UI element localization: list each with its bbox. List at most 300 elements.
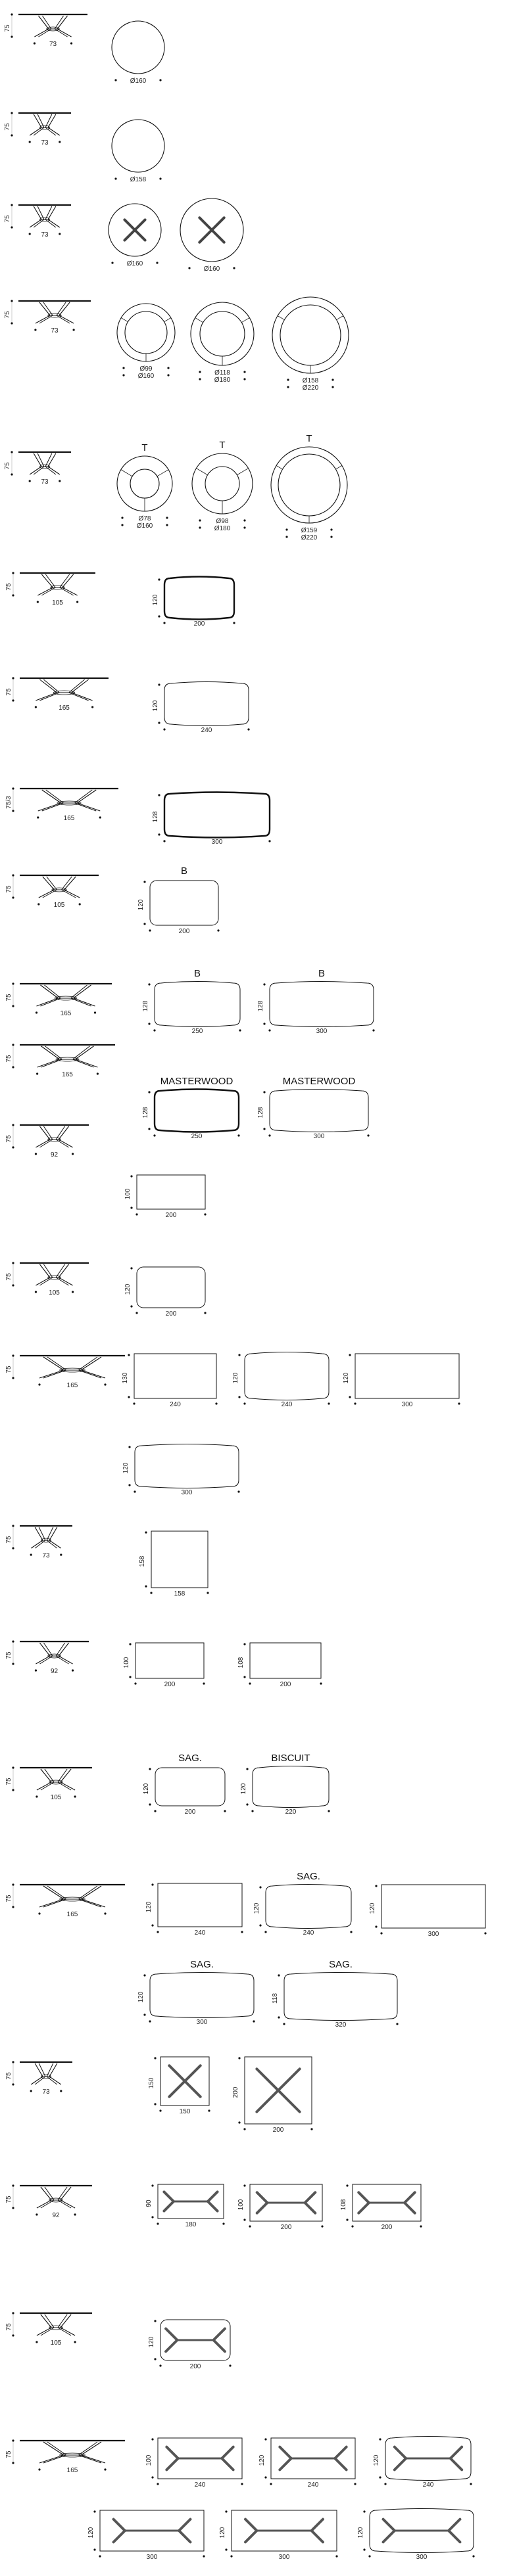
rectangular-tabletop: [123, 1643, 205, 1688]
dimension-arrow: [143, 2013, 145, 2015]
table-leg: [37, 574, 77, 595]
dimension-arrow: [38, 1912, 40, 1914]
elevation-base-width-label: 73: [42, 2088, 50, 2096]
dimension-arrow: [328, 1810, 330, 1812]
dimension-arrow: [12, 1525, 14, 1527]
dimension-arrow: [375, 1925, 377, 1927]
diameter-label: Ø160: [203, 265, 220, 273]
rectangular-tabletop: [272, 1959, 399, 2029]
dimension-arrow: [458, 1402, 460, 1404]
dimension-arrow: [367, 1134, 369, 1136]
tabletop-width-label: 250: [191, 1133, 203, 1140]
dimension-arrow: [149, 1768, 151, 1770]
dimension-arrow: [151, 2216, 153, 2218]
dimension-arrow: [285, 536, 287, 538]
ring-segment-seam: [157, 470, 168, 476]
dimension-arrow: [263, 983, 265, 985]
tabletop-depth-label: 200: [232, 2086, 239, 2098]
tabletop-depth-label: 128: [257, 1107, 264, 1118]
dimension-arrow: [11, 300, 12, 302]
tabletop-depth-label: 130: [122, 1372, 129, 1384]
table-leg: [41, 1046, 94, 1067]
elevation-height-label: 75: [5, 583, 12, 591]
dimension-arrow: [159, 2364, 161, 2366]
table-leg: [37, 2187, 75, 2208]
dimension-arrow: [145, 1585, 147, 1587]
table-elevation: [5, 2061, 72, 2096]
dimension-arrow: [375, 1885, 377, 1887]
dimension-arrow: [268, 840, 270, 842]
dimension-arrow: [12, 1640, 14, 1642]
dimension-arrow: [73, 329, 75, 331]
base-arm: [245, 2519, 257, 2531]
rectangular-tabletop: [122, 1444, 240, 1497]
dimension-arrow: [380, 1932, 382, 1934]
tabletop-width-label: 200: [280, 2224, 292, 2231]
dimension-arrow: [11, 226, 12, 228]
elevation-height-label: 75: [5, 1055, 12, 1063]
dimension-arrow: [354, 2483, 356, 2485]
dimension-arrow: [166, 524, 168, 526]
dimension-arrow: [199, 378, 201, 380]
dimension-arrow: [145, 1531, 147, 1533]
elevation-height-label: 75: [5, 1366, 12, 1373]
rectangular-tabletop: [240, 1753, 330, 1816]
dimension-arrow: [104, 1383, 106, 1385]
elevation-base-width-label: 73: [41, 139, 49, 147]
dimension-arrow: [420, 2225, 422, 2227]
tabletop-depth-label: 120: [258, 2454, 266, 2466]
tabletop-width-label: 200: [164, 1681, 176, 1688]
base-arm: [405, 2203, 415, 2213]
dimension-arrow: [129, 1643, 131, 1645]
rectangular-tabletop: [257, 1076, 370, 1140]
dimension-arrow: [11, 204, 12, 206]
tabletop-width-label: 300: [196, 2019, 208, 2026]
dimension-arrow: [470, 2483, 472, 2485]
dimension-arrow: [128, 1354, 130, 1356]
tabletop-outline: [155, 982, 240, 1027]
dimension-arrow: [36, 1795, 37, 1797]
tabletop-width-label: 240: [170, 1401, 181, 1408]
dimension-arrow: [37, 816, 39, 818]
rectangular-tabletop: [343, 1354, 460, 1408]
table-leg: [41, 2187, 71, 2208]
tabletop-width-label: 300: [146, 2554, 158, 2561]
dimension-arrow: [368, 2555, 370, 2557]
tabletop-type-label: MASTERWOOD: [160, 1076, 233, 1087]
rectangular-tabletop: [137, 865, 220, 935]
table-leg: [41, 985, 91, 1006]
elevation-base-width-label: 92: [50, 1668, 59, 1675]
dimension-arrow: [59, 141, 61, 143]
dimension-arrow: [264, 2476, 266, 2478]
dimension-arrow: [143, 1974, 145, 1976]
dimension-arrow: [363, 2510, 365, 2512]
base-arm: [335, 2458, 346, 2470]
dimension-arrow: [225, 2548, 227, 2550]
dimension-arrow: [158, 578, 160, 580]
rectangular-tabletop: [148, 2320, 232, 2370]
dimension-arrow: [151, 1924, 153, 1926]
rectangular-tabletop: [122, 1354, 218, 1408]
base-arm: [383, 2519, 395, 2531]
dimension-arrow: [93, 2548, 95, 2550]
dimension-arrow: [74, 2341, 76, 2343]
tabletop-depth-label: 120: [87, 2527, 95, 2539]
dimension-arrow: [79, 903, 81, 905]
elevation-base-width-label: 92: [50, 1151, 59, 1159]
tabletop-depth-label: 100: [124, 1188, 132, 1200]
dimension-arrow: [12, 982, 14, 984]
diameter-label: Ø78: [138, 515, 151, 522]
dimension-arrow: [270, 2483, 272, 2485]
table-elevation: [4, 451, 71, 486]
diameter-label: Ø159: [301, 527, 318, 534]
table-leg: [39, 679, 88, 701]
base-arm: [199, 230, 212, 242]
dimension-arrow: [328, 1402, 330, 1404]
table-leg: [36, 302, 74, 323]
elevation-height-label: 75: [5, 1895, 12, 1902]
base-arm: [449, 2531, 460, 2542]
dimension-arrow: [135, 1312, 137, 1314]
inner-ring: [205, 467, 239, 501]
diameter-label: Ø118: [214, 369, 230, 377]
tabletop-width-label: 200: [178, 928, 190, 935]
dimension-arrow: [122, 374, 124, 376]
dimension-arrow: [263, 1091, 265, 1093]
tabletop-type-label: T: [141, 442, 148, 453]
table-leg: [39, 1357, 105, 1378]
tabletop-depth-label: 108: [237, 1657, 245, 1668]
table-leg: [37, 2314, 75, 2335]
dimension-arrow: [153, 1134, 155, 1136]
table-elevation: [5, 677, 109, 712]
dimension-arrow: [130, 1267, 132, 1269]
tabletop-type-label: SAG.: [329, 1959, 353, 1970]
elevation-height-label: 75: [5, 2196, 12, 2203]
tabletop-width-label: 240: [194, 2481, 206, 2489]
elevation-base-width-label: 165: [63, 815, 75, 822]
dimension-arrow: [12, 2462, 14, 2464]
base-arm: [164, 2201, 174, 2211]
dimension-arrow: [97, 1072, 99, 1074]
inner-ring: [130, 469, 159, 498]
diameter-label: Ø158: [130, 176, 147, 183]
dimension-arrow: [134, 1682, 136, 1684]
round-tabletop: [112, 120, 164, 183]
tabletop-outline: [150, 1973, 254, 2018]
diameter-label: Ø180: [214, 525, 231, 532]
tabletop-type-label: SAG.: [297, 1871, 320, 1882]
dimension-arrow: [243, 526, 245, 528]
table-leg: [43, 2442, 101, 2463]
tabletop-depth-label: 120: [124, 1283, 132, 1295]
dimension-arrow: [12, 2184, 14, 2186]
base-arm: [135, 230, 145, 241]
dimension-arrow: [151, 2476, 153, 2478]
dimension-arrow: [60, 2090, 62, 2092]
dimension-arrow: [350, 1931, 352, 1933]
dimension-arrow: [151, 2184, 153, 2186]
tabletop-depth-label: 120: [232, 1372, 239, 1384]
rectangular-tabletop: [124, 1175, 207, 1219]
dimension-arrow: [163, 728, 165, 730]
tabletop-width-label: 200: [165, 1310, 177, 1318]
dimension-arrow: [36, 1011, 37, 1013]
table-leg: [30, 453, 60, 474]
dimension-arrow: [130, 1207, 132, 1208]
dimension-arrow: [29, 141, 31, 143]
tabletop-depth-label: 120: [373, 2454, 380, 2466]
elevation-height-label: 75: [5, 1536, 12, 1544]
dimension-arrow: [148, 1091, 150, 1093]
base-arm: [312, 2531, 323, 2542]
dimension-arrow: [35, 1291, 37, 1293]
elevation-height-label: 75: [4, 123, 11, 131]
dimension-arrow: [130, 1175, 132, 1177]
diameter-label: Ø98: [216, 518, 229, 525]
diameter-label: Ø160: [130, 78, 147, 85]
rectangular-tabletop: [143, 1753, 226, 1816]
dimension-arrow: [149, 929, 151, 931]
dimension-arrow: [351, 2225, 353, 2227]
tabletop-outline: [381, 1885, 485, 1928]
table-leg: [36, 1643, 72, 1664]
tabletop-outline: [135, 1444, 239, 1488]
base-arm: [451, 2447, 462, 2458]
tabletop-width-label: 240: [307, 2481, 319, 2489]
dimension-arrow: [70, 42, 72, 44]
dimension-arrow: [34, 42, 36, 44]
table-leg: [36, 1264, 72, 1285]
dimension-arrow: [243, 2184, 245, 2186]
dimension-arrow: [36, 2213, 37, 2215]
ring-segment-seam: [335, 465, 341, 469]
dimension-arrow: [484, 1932, 486, 1934]
diameter-label: Ø160: [136, 522, 153, 530]
tabletop-outline: [271, 447, 347, 523]
elevation-height-label: 75: [5, 2450, 12, 2458]
dimension-arrow: [12, 1005, 14, 1007]
dimension-arrow: [384, 2483, 386, 2485]
inner-ring: [278, 454, 340, 516]
dimension-arrow: [157, 1931, 159, 1933]
dimension-arrow: [158, 833, 160, 835]
dimension-arrow: [154, 2057, 156, 2059]
table-leg: [39, 1126, 68, 1147]
tabletop-depth-label: 120: [122, 1462, 130, 1474]
dimension-arrow: [243, 1676, 245, 1678]
dimension-arrow: [12, 2312, 14, 2314]
dimension-arrow: [208, 2109, 210, 2111]
inner-ring: [280, 305, 341, 365]
rectangular-tabletop: [152, 577, 235, 628]
rectangular-tabletop: [340, 2184, 422, 2231]
tabletop-width-label: 240: [201, 727, 212, 734]
tabletop-width-label: 300: [401, 1401, 413, 1408]
elevation-base-width-label: 165: [62, 1071, 73, 1078]
base-arm: [135, 219, 145, 230]
tabletop-depth-label: 120: [137, 899, 145, 911]
dimension-arrow: [104, 2468, 106, 2470]
base-arm: [383, 2531, 395, 2542]
tabletop-depth-label: 120: [145, 1901, 153, 1913]
table-leg: [42, 790, 97, 811]
tabletop-depth-label: 120: [152, 594, 159, 606]
dimension-arrow: [35, 706, 37, 708]
dimension-arrow: [331, 379, 333, 380]
table-elevation: [4, 13, 87, 48]
tabletop-width-label: 300: [316, 1028, 328, 1035]
rectangular-tabletop: [257, 968, 375, 1035]
dimension-arrow: [167, 367, 169, 369]
tabletop-width-label: 300: [428, 1931, 439, 1938]
elevation-height-label: 75: [5, 688, 12, 696]
round-tabletop: [191, 302, 254, 384]
round-tabletop: [112, 21, 164, 85]
dimension-arrow: [204, 1213, 206, 1215]
dimension-arrow: [12, 2334, 14, 2336]
tabletop-width-label: 180: [185, 2221, 197, 2228]
base-arm: [164, 2192, 174, 2201]
dimension-arrow: [94, 1011, 96, 1013]
dimension-arrow: [72, 1153, 74, 1155]
dimension-arrow: [12, 677, 14, 679]
dimension-arrow: [29, 233, 31, 235]
tabletop-width-label: 200: [189, 2363, 201, 2370]
dimension-arrow: [396, 2023, 398, 2025]
table-elevation: [5, 2312, 92, 2347]
dimension-arrow: [12, 874, 14, 876]
dimension-arrow: [12, 1547, 14, 1549]
tabletop-depth-label: 128: [142, 1000, 149, 1012]
elevation-height-label: 75: [5, 1135, 12, 1143]
rectangular-tabletop: [145, 2184, 225, 2228]
tabletop-depth-label: 100: [123, 1657, 130, 1668]
tabletop-type-label: T: [219, 440, 226, 451]
dimension-arrow: [38, 2468, 40, 2470]
elevation-base-width-label: 165: [59, 704, 70, 712]
dimension-arrow: [321, 2225, 323, 2227]
dimension-arrow: [238, 1396, 240, 1398]
tabletop-depth-label: 120: [253, 1902, 260, 1914]
base-arm: [179, 2519, 190, 2531]
elevation-height-label: 75: [5, 2323, 12, 2331]
table-leg: [36, 1126, 72, 1147]
dimension-arrow: [253, 2020, 255, 2022]
tabletop-depth-label: 120: [357, 2527, 364, 2539]
elevation-base-width-label: 73: [42, 1552, 50, 1559]
diameter-label: Ø220: [301, 534, 318, 541]
base-arm: [166, 2447, 178, 2458]
dimension-arrow: [222, 2222, 224, 2224]
elevation-height-label: 75/3: [5, 796, 12, 809]
dimension-arrow: [12, 1066, 14, 1068]
table-leg: [34, 453, 56, 474]
ring-segment-seam: [195, 318, 203, 323]
tabletop-type-label: T: [306, 433, 312, 444]
dimension-arrow: [217, 929, 219, 931]
dimension-arrow: [11, 473, 12, 475]
dimension-arrow: [330, 536, 332, 538]
tabletop-type-label: MASTERWOOD: [282, 1076, 356, 1087]
dimension-arrow: [207, 1592, 208, 1594]
base-arm: [114, 2519, 125, 2531]
dimension-arrow: [287, 386, 289, 388]
table-elevation: [5, 1883, 125, 1918]
table-elevation: [5, 787, 118, 822]
dimension-arrow: [37, 601, 39, 603]
dimension-arrow: [166, 517, 168, 518]
dimension-arrow: [233, 267, 235, 269]
dimension-arrow: [111, 262, 113, 264]
dimension-arrow: [246, 1803, 248, 1805]
dimension-arrow: [159, 177, 161, 179]
dimension-arrow: [330, 528, 332, 530]
tabletop-outline: [284, 1973, 397, 2021]
tabletop-width-label: 220: [285, 1808, 297, 1816]
dimension-arrow: [224, 1810, 226, 1812]
dimension-arrow: [35, 1669, 37, 1671]
dimension-arrow: [114, 177, 116, 179]
base-arm: [212, 230, 224, 242]
base-arm: [124, 219, 135, 230]
dimension-arrow: [278, 1974, 280, 1976]
elevation-base-width-label: 165: [66, 1382, 78, 1389]
dimension-arrow: [310, 2128, 312, 2130]
tabletop-outline: [250, 1643, 321, 1678]
dimension-arrow: [157, 2483, 159, 2485]
dimension-arrow: [238, 2057, 240, 2059]
tabletop-outline: [137, 1175, 205, 1209]
base-arm: [449, 2519, 460, 2531]
rectangular-tabletop: [139, 1531, 209, 1598]
dimension-arrow: [12, 1354, 14, 1356]
dimension-arrow: [204, 1312, 206, 1314]
dimension-arrow: [264, 1931, 266, 1933]
dimension-arrow: [153, 1029, 155, 1031]
base-arm: [245, 2531, 257, 2542]
base-arm: [179, 2531, 190, 2542]
dimension-arrow: [278, 2016, 280, 2018]
rectangular-tabletop: [219, 2510, 338, 2561]
dimension-arrow: [37, 903, 39, 905]
dimension-arrow: [128, 1396, 130, 1398]
base-arm: [212, 218, 224, 230]
tabletop-outline: [137, 1267, 205, 1308]
dimension-arrow: [259, 1924, 261, 1926]
diameter-label: Ø220: [302, 384, 319, 392]
dimension-arrow: [134, 1490, 135, 1492]
dimension-arrow: [12, 1146, 14, 1148]
dimension-arrow: [163, 840, 165, 842]
table-elevation: [5, 874, 99, 909]
table-elevation: [4, 300, 91, 334]
table-leg: [31, 1527, 61, 1548]
rectangular-tabletop: [152, 682, 250, 735]
dimension-arrow: [158, 615, 160, 617]
tabletop-outline: [355, 1354, 459, 1398]
dimension-arrow: [35, 1153, 37, 1155]
tabletop-depth-label: 128: [142, 1107, 149, 1118]
rectangular-tabletop: [253, 1871, 353, 1937]
tabletop-outline: [155, 1768, 225, 1806]
ring-segment-seam: [164, 318, 171, 322]
dimension-arrow: [36, 1072, 38, 1074]
dimension-arrow: [354, 1402, 356, 1404]
